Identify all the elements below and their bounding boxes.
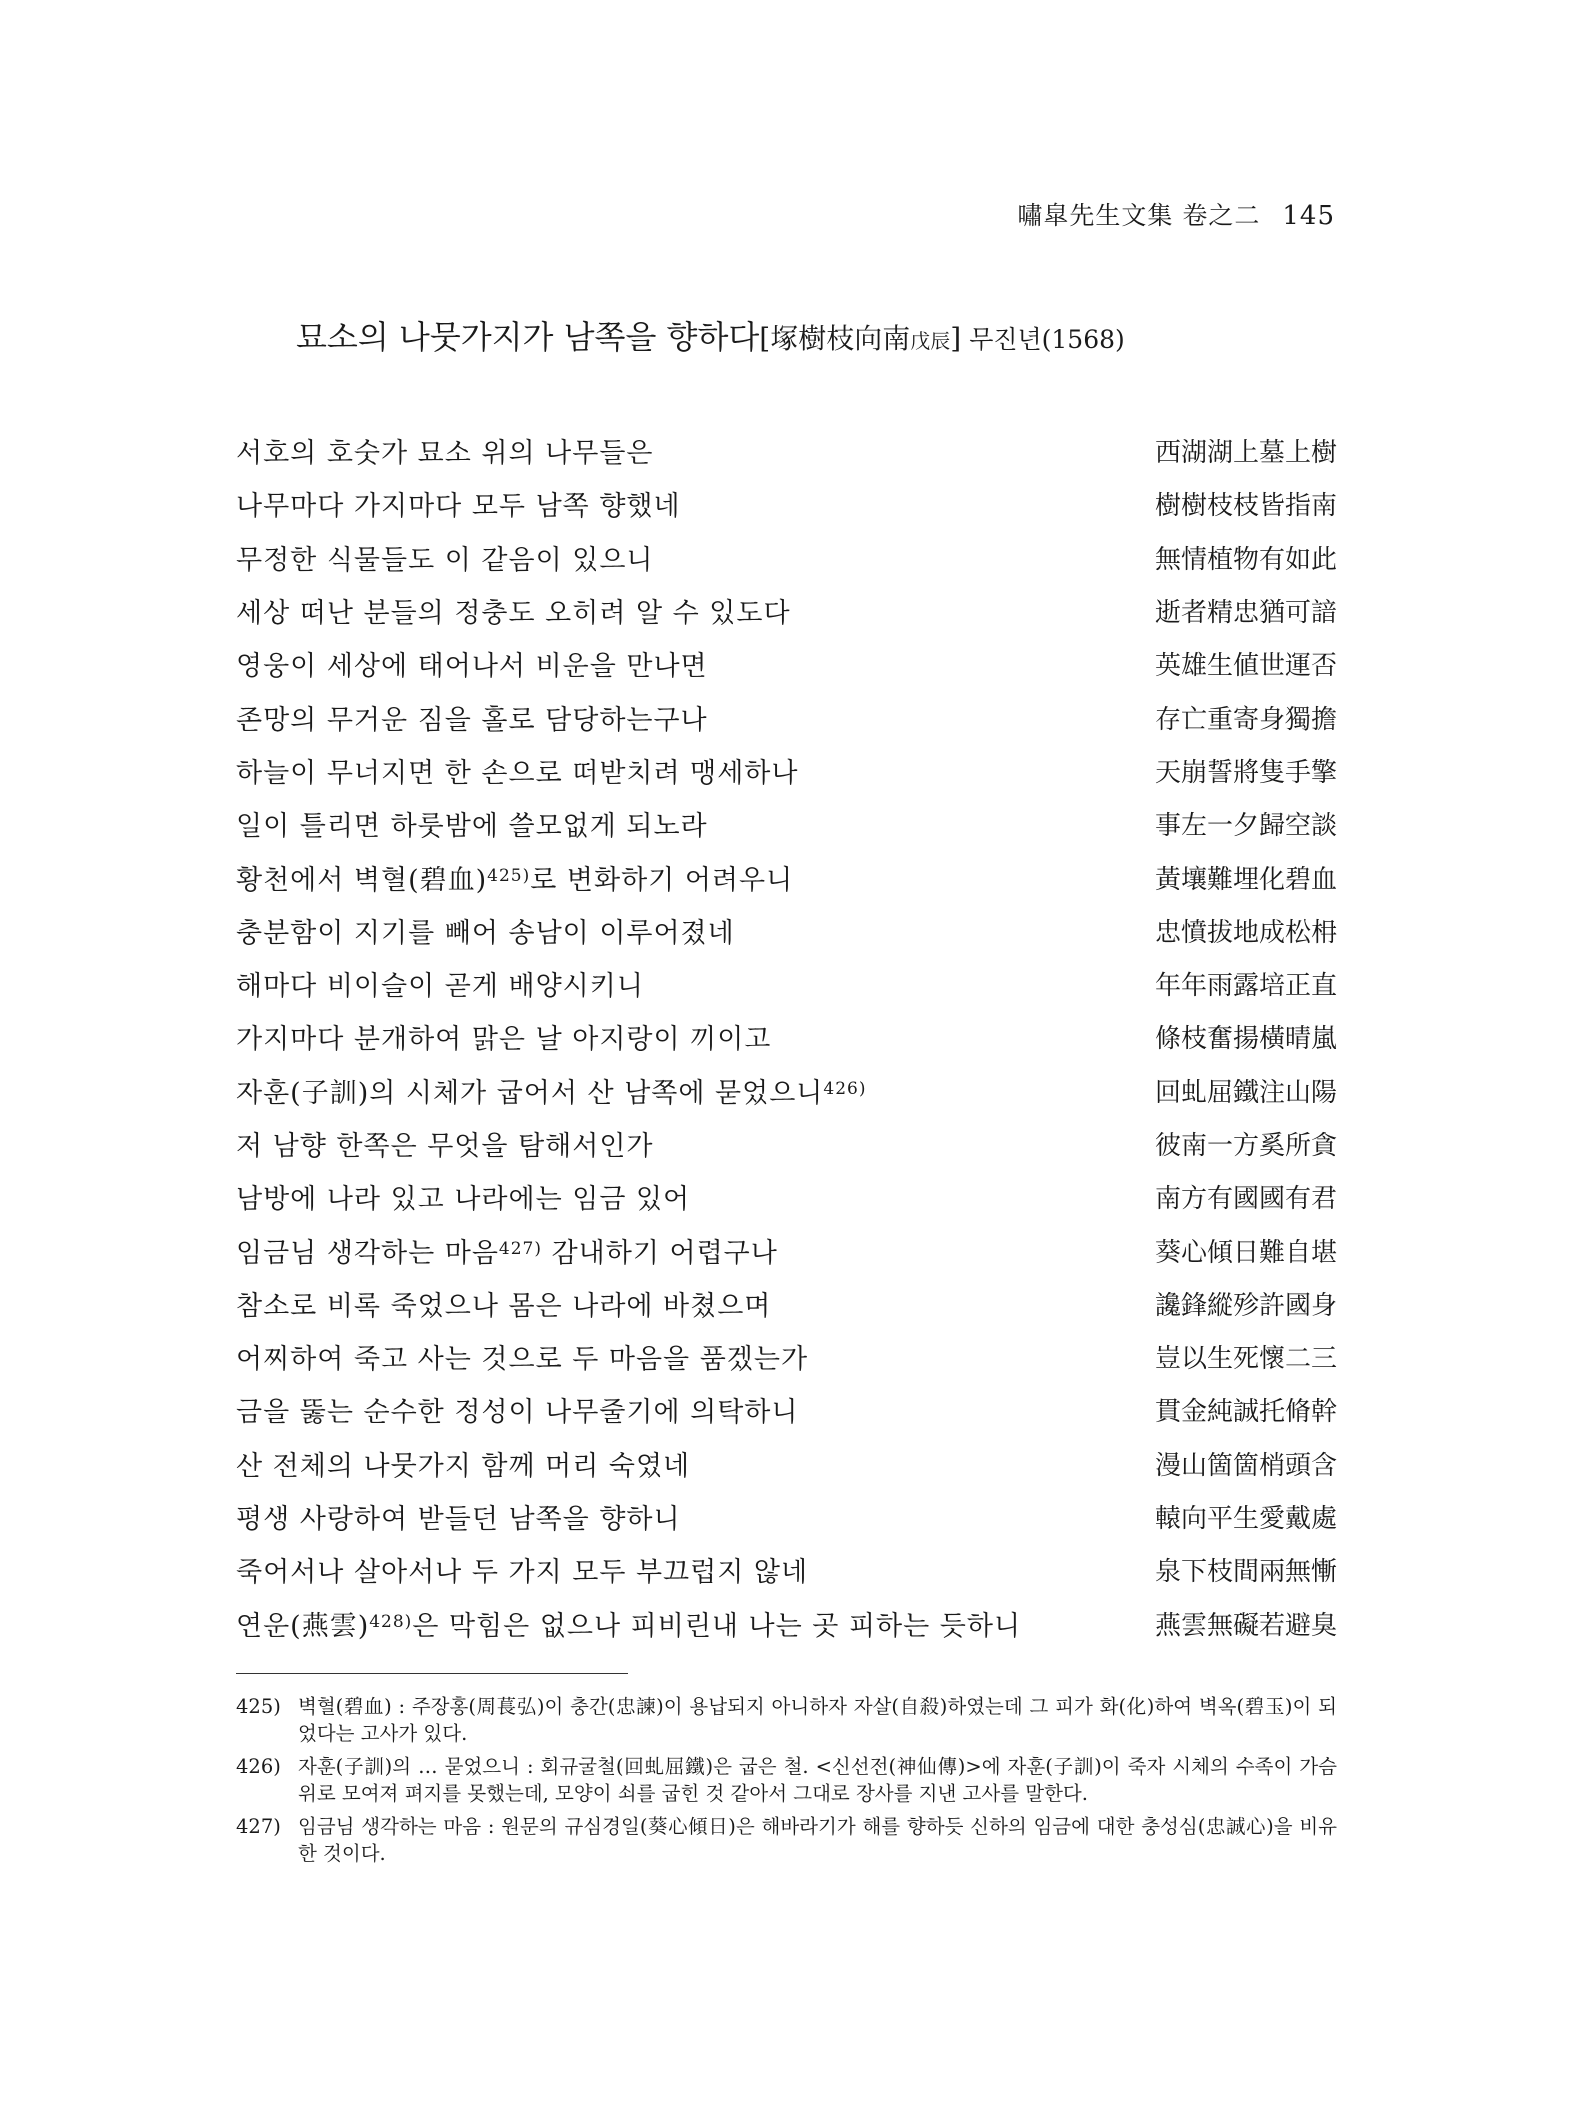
- poem-line-korean-text: 존망의 무거운 짐을 홀로 담당하는구나: [236, 704, 708, 736]
- footnote: [236, 1693, 1337, 1747]
- page-number: 145: [1282, 201, 1335, 231]
- poem-line-korean-text: 세상 떠난 분들의 정충도 오히려 알 수 있도다: [236, 598, 791, 630]
- poem-line: [236, 424, 1337, 477]
- poem-line: [236, 1170, 1337, 1223]
- footnote-ref: 425): [487, 865, 531, 886]
- poem-line-korean-text: 무정한 식물들도 이 같음이 있으니: [236, 544, 654, 576]
- poem-line-korean-text: 어찌하여 죽고 사는 것으로 두 마음을 품겠는가: [236, 1344, 809, 1376]
- poem-line: [236, 904, 1337, 957]
- poem-line-korean-rest: 감내하기 어렵구나: [542, 1237, 778, 1269]
- poem-line: [236, 957, 1337, 1010]
- footnote-number: 426): [236, 1755, 281, 1778]
- poem-line-korean-text: 참소로 비록 죽었으나 몸은 나라에 바쳤으며: [236, 1290, 772, 1322]
- poem-line-hanja: 貫金純誠托脩幹: [1154, 1397, 1337, 1428]
- poem-line-hanja: 天崩誓將隻手擎: [1154, 757, 1337, 788]
- footnote: [236, 1753, 1337, 1807]
- footnote-number: 427): [236, 1815, 281, 1838]
- poem-line-korean-text: 죽어서나 살아서나 두 가지 모두 부끄럽지 않네: [236, 1557, 809, 1589]
- poem-line-korean: [236, 484, 681, 523]
- poem-line-hanja: 葵心傾日難自堪: [1154, 1237, 1337, 1268]
- book-title: 嘯皐先生文集 卷之二: [1017, 201, 1261, 230]
- poem-line: [236, 1490, 1337, 1543]
- poem-body: [236, 424, 1337, 1650]
- poem-line: [236, 690, 1337, 743]
- title-hanja-year: 戊辰: [910, 329, 951, 353]
- poem-line-korean-text: 가지마다 분개하여 맑은 날 아지랑이 끼이고: [236, 1024, 772, 1056]
- footnote-divider: [236, 1673, 628, 1674]
- running-header: [1017, 196, 1335, 232]
- poem-line-korean-text: 일이 틀리면 하룻밤에 쓸모없게 되노라: [236, 811, 708, 843]
- poem-line-korean: [236, 1124, 653, 1163]
- footnote-text: 자훈(子訓)의 … 묻었으니 : 회규굴철(回虬屈鐵)은 굽은 철. <신선전(神仙傳)>에 자훈(子訓)이 죽자 시체의 수족이 가슴 위로 모여져 펴지를 못했는데, 모양이 쇠를 굽힌 것 같아서 그대로 장사를 지낸 고사를 말한다.: [298, 1755, 1337, 1805]
- footnote-text: 임금님 생각하는 마음 : 원문의 규심경일(葵心傾日)은 해바라기가 해를 향하듯 신하의 임금에 대한 충성심(忠誠心)을 비유한 것이다.: [298, 1815, 1337, 1865]
- poem-line-korean: [236, 1390, 798, 1429]
- poem-line-hanja: 條枝奮揚橫晴嵐: [1154, 1024, 1337, 1055]
- poem-line-korean: [236, 858, 793, 897]
- poem-line-hanja: 黃壤難埋化碧血: [1154, 864, 1337, 895]
- poem-line-korean-text: 서호의 호숫가 묘소 위의 나무들은: [236, 438, 654, 470]
- title-bracket-open: [: [759, 322, 771, 355]
- footnote-ref: 428): [369, 1611, 413, 1632]
- poem-line: [236, 1330, 1337, 1383]
- poem-line-korean: [236, 1497, 681, 1536]
- poem-line-korean: [236, 431, 653, 470]
- poem-line-korean-text: 남방에 나라 있고 나라에는 임금 있어: [236, 1184, 691, 1216]
- poem-line-korean: [236, 698, 708, 737]
- poem-line-korean-text: 평생 사랑하여 받들던 남쪽을 향하니: [236, 1504, 681, 1536]
- poem-line-korean: [236, 751, 798, 790]
- poem-line-korean: [236, 538, 653, 577]
- poem-line: [236, 1597, 1337, 1650]
- poem-line: [236, 1064, 1337, 1117]
- poem-line-hanja: 逝者精忠猶可諳: [1154, 598, 1337, 629]
- poem-line-hanja: 無情植物有如此: [1154, 544, 1337, 575]
- poem-line-hanja: 年年雨露培正直: [1154, 971, 1337, 1002]
- poem-line-korean: [236, 1017, 771, 1056]
- poem-line: [236, 1277, 1337, 1330]
- poem-line-korean: [236, 1231, 778, 1270]
- poem-line-korean: [236, 1177, 690, 1216]
- poem-title: [296, 312, 1125, 358]
- poem-line-hanja: 存亡重寄身獨擔: [1154, 704, 1337, 735]
- poem-line: [236, 477, 1337, 530]
- poem-line-hanja: 漫山箇箇梢頭含: [1154, 1450, 1337, 1481]
- poem-line-hanja: 南方有國國有君: [1154, 1184, 1337, 1215]
- poem-line-korean-rest: 은 막힘은 없으나 피비린내 나는 곳 피하는 듯하니: [412, 1610, 1022, 1642]
- poem-line: [236, 1117, 1337, 1170]
- footnote-text: 벽혈(碧血) : 주장홍(周萇弘)이 충간(忠諫)이 용납되지 아니하자 자살(自殺)하였는데 그 피가 화(化)하여 벽옥(碧玉)이 되었다는 고사가 있다.: [298, 1695, 1337, 1745]
- poem-line-korean-text: 나무마다 가지마다 모두 남쪽 향했네: [236, 491, 681, 523]
- poem-line-hanja: 事左一夕歸空談: [1154, 811, 1337, 842]
- footnote-number: 425): [236, 1695, 281, 1718]
- title-korean: 묘소의 나뭇가지가 남쪽을 향하다: [296, 318, 760, 356]
- footnotes: [236, 1693, 1337, 1873]
- footnote-ref: 427): [498, 1238, 542, 1259]
- poem-line-korean: [236, 1071, 866, 1110]
- poem-line-korean-text: 영웅이 세상에 태어나서 비운을 만나면: [236, 651, 708, 683]
- poem-line-korean-text: 황천에서 벽혈(碧血): [236, 864, 488, 896]
- poem-line-korean: [236, 804, 708, 843]
- poem-line-korean-text: 저 남향 한쪽은 무엇을 탐해서인가: [236, 1131, 654, 1162]
- poem-line-hanja: 忠憤拔地成松枏: [1154, 917, 1337, 948]
- poem-line-hanja: 彼南一方奚所貪: [1154, 1131, 1337, 1161]
- poem-line-hanja: 回虬屈鐵注山陽: [1154, 1077, 1337, 1108]
- title-year: 무진년(1568): [969, 325, 1125, 354]
- poem-line: [236, 531, 1337, 584]
- poem-line-hanja: 燕雲無礙若避臭: [1154, 1610, 1337, 1641]
- poem-line: [236, 1543, 1337, 1596]
- poem-line-korean: [236, 1337, 808, 1376]
- poem-line: [236, 1437, 1337, 1490]
- poem-line-korean: [236, 1444, 690, 1483]
- footnote-ref: 426): [823, 1078, 867, 1099]
- poem-line: [236, 797, 1337, 850]
- poem-line-hanja: 英雄生値世運否: [1154, 651, 1337, 682]
- poem-line-korean: [236, 911, 735, 950]
- poem-line: [236, 637, 1337, 690]
- poem-line-hanja: 泉下枝間兩無慚: [1154, 1557, 1337, 1588]
- title-hanja: 塚樹枝向南: [770, 322, 911, 355]
- poem-line: [236, 584, 1337, 637]
- poem-line: [236, 850, 1337, 903]
- poem-line-korean-text: 임금님 생각하는 마음: [236, 1237, 499, 1269]
- poem-line-hanja: 讒鋒縱殄許國身: [1154, 1290, 1337, 1321]
- poem-line-hanja: 樹樹枝枝皆指南: [1154, 491, 1337, 522]
- poem-line: [236, 1010, 1337, 1063]
- poem-line-korean: [236, 1284, 771, 1323]
- poem-line-hanja: 轅向平生愛戴處: [1154, 1504, 1337, 1535]
- poem-line-korean-text: 충분함이 지기를 빼어 송남이 이루어졌네: [236, 917, 735, 949]
- footnote: [236, 1813, 1337, 1867]
- poem-line-korean: [236, 964, 644, 1003]
- poem-line-korean: [236, 1550, 808, 1589]
- poem-line-hanja: 豈以生死懷二三: [1154, 1344, 1337, 1375]
- poem-line-hanja: 西湖湖上墓上樹: [1154, 438, 1337, 469]
- poem-line-korean: [236, 1604, 1021, 1643]
- poem-line: [236, 1383, 1337, 1436]
- poem-line-korean: [236, 591, 791, 630]
- poem-line-korean-text: 하늘이 무너지면 한 손으로 떠받치려 맹세하나: [236, 757, 799, 789]
- poem-line-korean-text: 해마다 비이슬이 곧게 배양시키니: [236, 971, 644, 1003]
- title-bracket-close: ]: [950, 322, 962, 355]
- poem-line-korean-text: 금을 뚫는 순수한 정성이 나무줄기에 의탁하니: [236, 1397, 799, 1429]
- poem-line-korean: [236, 644, 708, 683]
- poem-line: [236, 1223, 1337, 1276]
- poem-line-korean-text: 자훈(子訓)의 시체가 굽어서 산 남쪽에 묻었으니: [236, 1077, 824, 1109]
- poem-line-korean-text: 산 전체의 나뭇가지 함께 머리 숙였네: [236, 1450, 691, 1482]
- poem-line-korean-rest: 로 변화하기 어려우니: [530, 864, 794, 896]
- poem-line-korean-text: 연운(燕雲): [236, 1610, 370, 1642]
- poem-line: [236, 744, 1337, 797]
